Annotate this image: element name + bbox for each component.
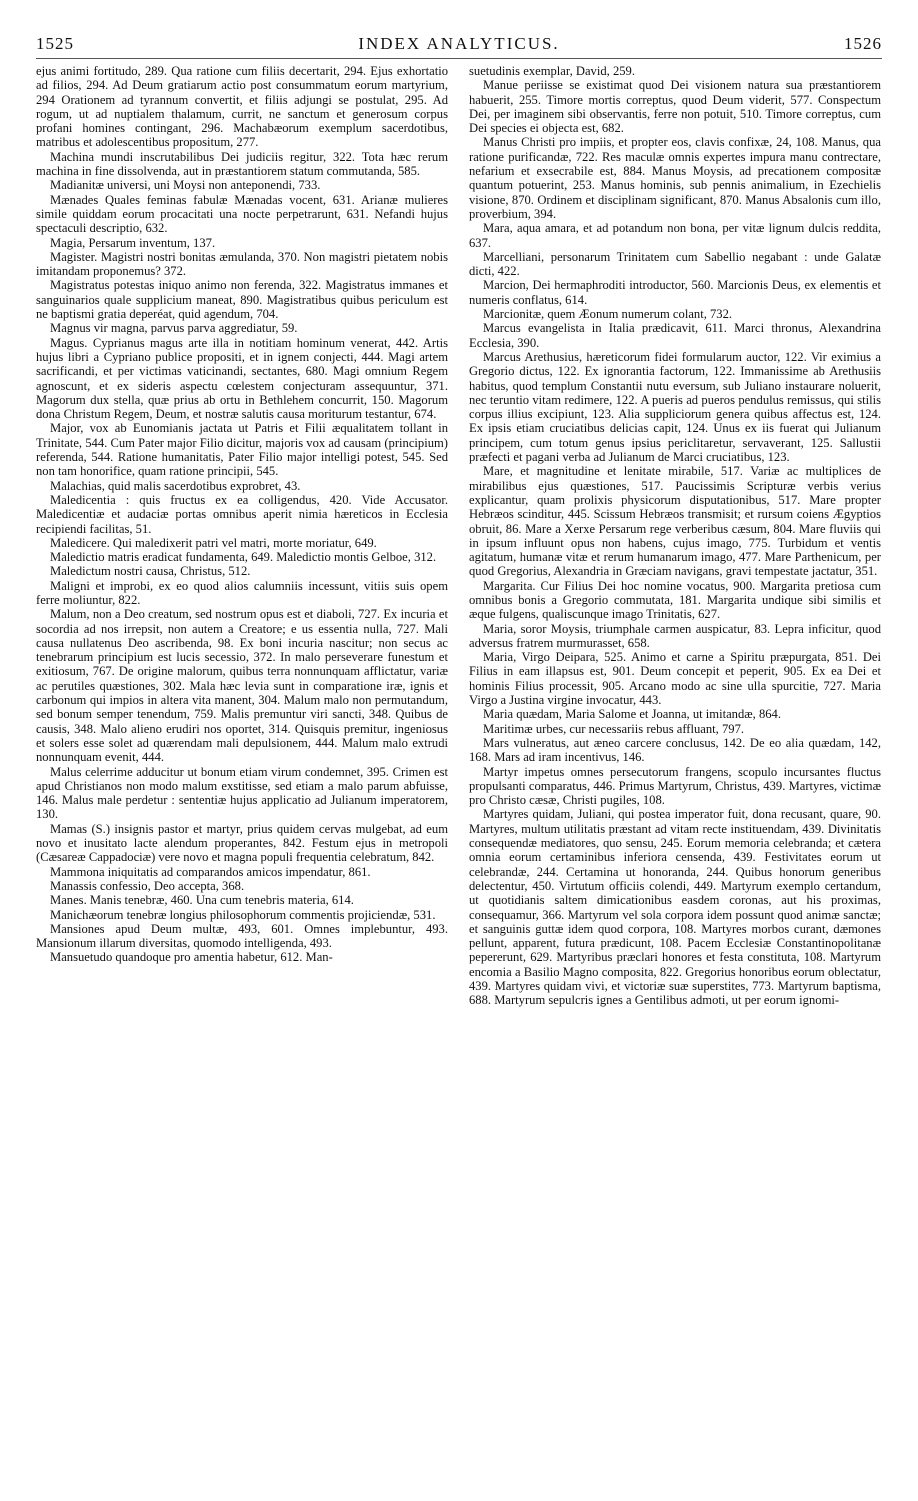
index-entry: Manes. Manis tenebræ, 460. Una cum tenebris materia, 614. <box>50 893 354 908</box>
index-entry: Maria quædam, Maria Salome et Joanna, ut imitandæ, 864. <box>483 707 781 722</box>
index-entry: Mænades Quales feminas fabulæ Mænadas vocent, 631. Arianæ mulieres simile quiddam eorum procacitati una nocte perpetrarunt, 631. Nefandi hujus spectaculi descriptio, 632. <box>36 192 448 236</box>
index-entry: Mammona iniquitatis ad comparandos amicos impendatur, 861. <box>50 864 371 879</box>
index-entry: Manue periisse se existimat quod Dei visionem natura sua præstantiorem habuerit, 255. Timore mortis correptus, quod Deum viderit, 577. Conspectum Dei, per imaginem sibi observantis, ferre non potuit, 510. Timore correptus, cum Dei species ei objecta est, 682. <box>469 78 881 136</box>
running-title: INDEX ANALYTICUS. <box>358 34 560 53</box>
index-entry: Magnus vir magna, parvus parva aggrediatur, 59. <box>50 321 298 336</box>
index-entry: Magistratus potestas iniquo animo non ferenda, 322. Magistratus immanes et sanguinarios quale supplicium maneat, 890. Magistratibus quibus periculum est ne baptismi gratia deperéat, quid agendum, 704. <box>36 278 448 322</box>
index-entry: Marcus evangelista in Italia prædicavit, 611. Marci thronus, Alexandrina Ecclesia, 390. <box>469 321 881 350</box>
index-entry: Maria, Virgo Deipara, 525. Animo et carne a Spiritu præpurgata, 851. Dei Filius in eam illapsus est, 901. Deum concepit et peperit, 905. Ex ea Dei et hominis Filius processit, 905. Arcano modo ac sine ulla spurcitie, 727. Maria Virgo a Justina virgine invocatur, 443. <box>469 650 881 708</box>
index-entry: Marcionitæ, quem Æonum numerum colant, 732. <box>483 307 733 322</box>
index-column-left <box>36 64 448 1484</box>
index-entry: Manassis confessio, Deo accepta, 368. <box>50 878 245 893</box>
index-entry: Manus Christi pro impiis, et propter eos, clavis confixæ, 24, 108. Manus, qua ratione purificandæ, 722. Res maculæ omnis expertes impura manu contrectare, nefarium et exsecrabile est, 884. Manus Moysis, ad precationem compositæ quantum potuerint, 253. Manus hominis, sub pennis animalium, in Ezechielis visione, 870. Ordinem et disciplinam significant, 870. Manus Absalonis cum illo, proverbium, 394. <box>469 135 881 221</box>
index-entry: Malum, non a Deo creatum, sed nostrum opus est et diaboli, 727. Ex incuria et socordia ad nos irrepsit, non autem a Creatore; e us essentia nulla, 727. Mali causa nullatenus Deo ascribenda, 98. Ex boni incuria nascitur; non secus ac tenebrarum principium est lucis secessio, 372. In malo perseverare funestum et exitiosum, 767. De origine malorum, quibus terra nonnunquam afflictatur, variæ ac perutiles quæstiones, 302. Mala hæc levia sunt in comparatione iræ, ignis et carbonum qui impios in altera vita manent, 304. Malum malo non permutandum, sed bonum semper tenendum, 759. Malis premuntur viri sancti, 348. Quibus de causis, 348. Malo alieno erudiri nos oportet, 314. Quisquis premitur, ingeniosus et solers esse solet ad quærendam mali depulsionem, 444. Malum malo extrudi nonnunquam evenit, 444. <box>36 607 448 765</box>
index-entry: Major, vox ab Eunomianis jactata ut Patris et Filii æqualitatem tollant in Trinitate, 544. Cum Pater major Filio dicitur, majoris vox ad causam (principium) referenda, 544. Ratione humanitatis, Pater Filio major intelligi potest, 545. Sed non tam honorifice, quam ratione principii, 545. <box>36 421 448 479</box>
index-entry: Marcelliani, personarum Trinitatem cum Sabellio negabant : unde Galatæ dicti, 422. <box>469 249 881 279</box>
index-entry: Maledicentia : quis fructus ex ea colligendus, 420. Vide Accusator. Maledicentiæ et audaciæ portas omnibus aperit nimia hæreticos in Ecclesia recipiendi facilitas, 51. <box>36 492 448 536</box>
index-entry: Marcus Arethusius, hæreticorum fidei formularum auctor, 122. Vir eximius a Gregorio dictus, 122. Ex ignorantia factorum, 122. Immanissime ab Arethusiis habitus, quod templum Constantii nutu eversum, sub Juliano instaurare noluerit, nec teruntio vitam redimere, 122. A pueris ad pueros pendulus remissus, qui stilis corpus illius excipiunt, 123. Alia suppliciorum genera quibus affectus est, 124. Ex ipsis etiam cruciatibus delicias capit, 124. Unus ex iis fuerat qui Julianum principem, cum totum genus ipsius periclitaretur, servaverant, 125. Sallustii præfecti et pagani verba ad Julianum de Marci cruciatibus, 123. <box>469 349 881 465</box>
index-entry: Mansuetudo quandoque pro amentia habetur, 612. Man- <box>50 950 333 965</box>
index-entry: Martyres quidam, Juliani, qui postea imperator fuit, dona recusant, quare, 90. Martyres, multum utilitatis præstant ad vitam recte instituendam, 439. Divinitatis consequendæ mediatores, quo sensu, 245. Eorum memoria celebranda; et cætera omnia eorum certaminibus inferiora censenda, 439. Festivitates eorum ut celebrandæ, 244. Certamina ut honoranda, 244. Quibus honorum generibus delectentur, 450. Virtutum officiis colendi, 449. Martyrum exemplo certandum, ut quotidianis saltem dimicationibus easdem coronas, aut his proximas, consequamur, 366. Martyrum vel sola corpora idem possunt quod animæ sanctæ; et sanguinis guttæ idem quod corpora, 108. Martyres morbos curant, dæmones pellunt, apparent, futura prædicunt, 108. Pacem Ecclesiæ Constantinopolitanæ pepererunt, 629. Martyribus præclari honores et festa constituta, 108. Martyrum encomia a Basilio Magno composita, 822. Gregorius honoribus eorum oblectatur, 439. Martyres quidam vivi, et victoriæ suæ superstites, 773. Martyrum baptisma, 688. Martyrum sepulcris ignes a Gentilibus admoti, ut per eorum ignomi- <box>469 807 881 1008</box>
index-entry: Maligni et improbi, ex eo quod alios calumniis incessunt, vitiis suis opem ferre moliuntur, 822. <box>36 578 448 607</box>
index-column-right <box>469 64 881 1484</box>
index-entry: Marcion, Dei hermaphroditi introductor, 560. Marcionis Deus, ex elementis et numeris conflatus, 614. <box>469 278 881 307</box>
index-entry: Mamas (S.) insignis pastor et martyr, prius quidem cervas mulgebat, ad eum novo et inusitato lacte alendum properantes, 842. Festum ejus in metropoli (Cæsareæ Cappadociæ) vere novo et magna populi frequentia celebratum, 842. <box>36 821 448 865</box>
index-entry: Margarita. Cur Filius Dei hoc nomine vocatus, 900. Margarita pretiosa cum omnibus bonis a Gregorio commutata, 181. Margarita undique sibi similis et æque fulgens, qualiscunque imago Trinitatis, 627. <box>469 578 881 622</box>
page-number-left: 1525 <box>36 34 74 53</box>
index-entry: Magia, Persarum inventum, 137. <box>50 235 216 250</box>
index-entry: Mara, aqua amara, et ad potandum non bona, per vitæ lignum dulcis reddita, 637. <box>469 221 881 250</box>
index-entry: Maledictum nostri causa, Christus, 512. <box>50 564 251 579</box>
index-entry: Malus celerrime adducitur ut bonum etiam virum condemnet, 395. Crimen est apud Christianos non modo malum exstitisse, sed etiam a malo parum abfuisse, 146. Malus male perdetur : sententiæ hujus applicatio ad Julianum imperatorem, 130. <box>36 764 448 822</box>
index-entry: Madianitæ universi, uni Moysi non anteponendi, 733. <box>50 178 321 193</box>
index-entry: ejus animi fortitudo, 289. Qua ratione cum filiis decertarit, 294. Ejus exhortatio ad filios, 294. Ad Deum gratiarum actio post consummatum eorum martyrium, 294 Orationem ad tyrannum convertit, et filiis adjungi se postulat, 295. Ad rogum, ut ad nuptialem thalamum, currit, ne sanctum et generosum corpus profani homines contingant, 296. Machabæorum exemplum sacerdotibus, matribus et adolescentibus propositum, 277. <box>36 64 448 150</box>
index-entry: Maritimæ urbes, cur necessariis rebus affluant, 797. <box>483 721 745 736</box>
index-entry: Manichæorum tenebræ longius philosophorum commentis projiciendæ, 531. <box>50 907 436 922</box>
index-entry: Machina mundi inscrutabilibus Dei judiciis regitur, 322. Tota hæc rerum machina in fine dissolvenda, aut in præstantiorem statum commutanda, 585. <box>36 149 448 179</box>
index-entry: Maria, soror Moysis, triumphale carmen auspicatur, 83. Lepra inficitur, quod adversus fratrem murmurasset, 658. <box>469 621 881 650</box>
index-entry: Martyr impetus omnes persecutorum frangens, scopulo incursantes fluctus propulsanti comparatus, 446. Primus Martyrum, Christus, 439. Martyres, victimæ pro Christo cæsæ, Christi pugiles, 108. <box>469 764 881 808</box>
index-entry: Malachias, quid malis sacerdotibus exprobret, 43. <box>50 478 301 493</box>
index-entry: Mansiones apud Deum multæ, 493, 601. Omnes implebuntur, 493. Mansionum illarum diversitas, quomodo intelligenda, 493. <box>36 921 448 951</box>
index-entry: Mare, et magnitudine et lenitate mirabile, 517. Variæ ac multiplices de mirabilibus ejus quæstiones, 517. Paucissimis Scripturæ verbis verius explicantur, quam prolixis physicorum disputationibus, 517. Mare propter Hebræos scinditur, 445. Scissum Hebræos transmisit; et rursum coiens Ægyptios obruit, 86. Mare a Xerxe Persarum rege verberibus cæsum, 804. Mare fluviis qui in ipsum influunt opus non habens, cujus imago, 775. Turbidum et ventis agitatum, humanæ vitæ et rerum humanarum imago, 477. Mare Parthenicum, per quod Gregorius, Alexandria in Græciam navigans, gravi tempestate jactatur, 351. <box>469 464 881 579</box>
page-header <box>36 34 882 58</box>
index-entry: Magus. Cyprianus magus arte illa in notitiam hominum venerat, 442. Artis hujus libri a Cypriano publice propositi, et in ignem conjecti, 444. Magi artem sacrificandi, et per victimas vaticinandi, sectantes, 680. Magi omnium Regem agnoscunt, et ex sideris aspectu cœlestem conjecturam assequuntur, 371. Magorum dux stella, quæ prius ab ortu in Bethlehem concurrit, 150. Magorum dona Christum Regem, Deum, et nostræ salutis causa moriturum testantur, 674. <box>36 335 448 422</box>
index-entry: Maledictio matris eradicat fundamenta, 649. Maledictio montis Gelboe, 312. <box>50 550 437 565</box>
index-entry: Mars vulneratus, aut æneo carcere conclusus, 142. De eo alia quædam, 142, 168. Mars ad iram incentivus, 146. <box>469 735 881 765</box>
page-number-right: 1526 <box>844 34 882 53</box>
index-entry: Magister. Magistri nostri bonitas æmulanda, 370. Non magistri pietatem nobis imitandam proponemus? 372. <box>36 249 448 279</box>
header-rule <box>36 58 882 59</box>
index-entry: Maledicere. Qui maledixerit patri vel matri, morte moriatur, 649. <box>50 535 377 550</box>
index-entry: suetudinis exemplar, David, 259. <box>469 64 635 78</box>
